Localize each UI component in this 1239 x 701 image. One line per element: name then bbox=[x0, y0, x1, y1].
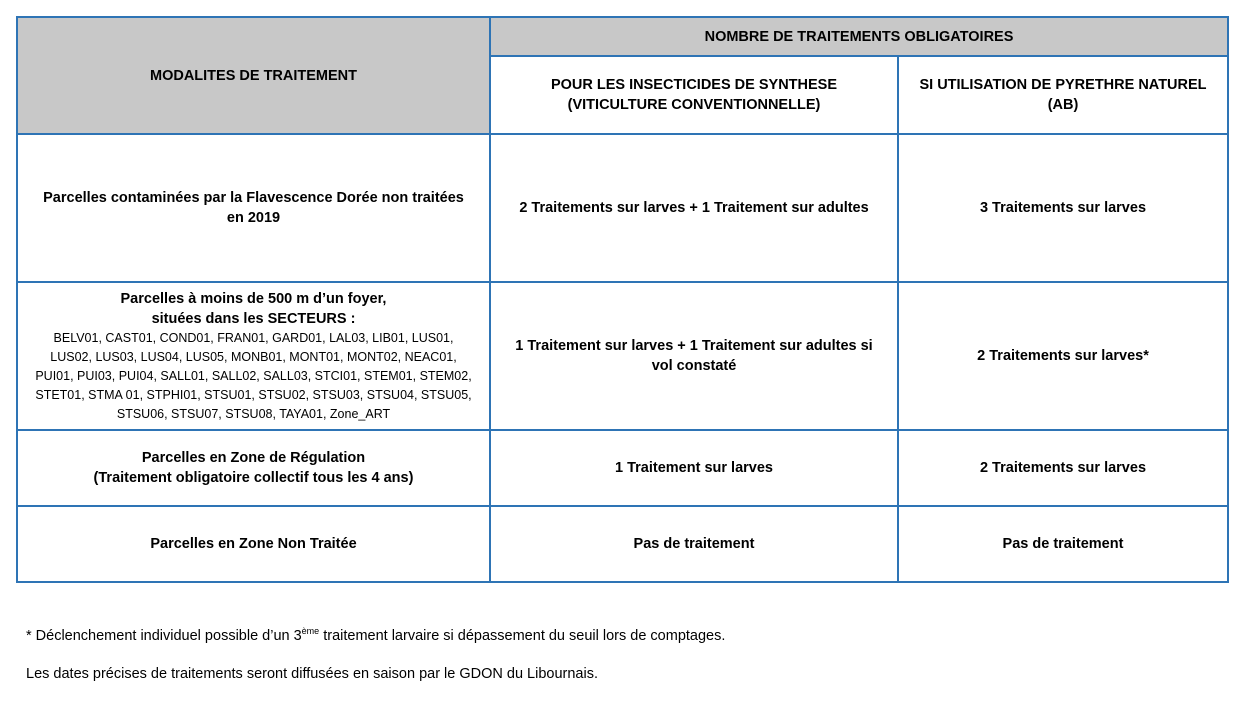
row-synthese: Pas de traitement bbox=[490, 506, 898, 582]
row-modalite bbox=[17, 430, 490, 506]
dates-note: Les dates précises de traitements seront diffusées en saison par le GDON du Libournais. bbox=[26, 665, 598, 682]
header-synthese-line1: POUR LES INSECTICIDES DE SYNTHESE bbox=[550, 77, 838, 93]
footnote bbox=[26, 620, 725, 647]
row-synthese: 1 Traitement sur larves + 1 Traitement sur adultes si vol constaté bbox=[490, 282, 898, 430]
notes bbox=[26, 620, 725, 701]
footnote-superscript: ème bbox=[301, 626, 320, 636]
row-pyrethre: 3 Traitements sur larves bbox=[898, 134, 1228, 282]
header-synthese bbox=[490, 56, 898, 134]
header-modalites: MODALITES DE TRAITEMENT bbox=[17, 17, 490, 134]
row-modalite bbox=[17, 282, 490, 430]
header-synthese-line2: (VITICULTURE CONVENTIONNELLE) bbox=[567, 97, 821, 113]
treatment-table bbox=[16, 16, 1229, 583]
table-row bbox=[17, 282, 1228, 430]
row-modalite: Parcelles en Zone Non Traitée bbox=[17, 506, 490, 582]
row-modalite-line2: situées dans les SECTEURS : bbox=[151, 310, 356, 327]
footnote-text: * Déclenchement individuel possible d’un 3 bbox=[26, 627, 302, 644]
row-synthese: 2 Traitements sur larves + 1 Traitement sur adultes bbox=[490, 134, 898, 282]
row-modalite-line1: Parcelles à moins de 500 m d’un foyer, bbox=[120, 290, 387, 307]
footnote-text-end: traitement larvaire si dépassement du seuil lors de comptages. bbox=[319, 627, 726, 644]
secteurs-list: BELV01, CAST01, COND01, FRAN01, GARD01, LAL03, LIB01, LUS01, LUS02, LUS03, LUS04, LUS05, MONB01, MONT01, MONT02, NEAC01, PUI01, PUI03, PUI04, SALL01, SALL02, SALL03, STCI01, STEM01, STEM02, STET01, STMA 01, STPHI01, STSU01, STSU02, STSU03, STSU04, STSU05, STSU06, STSU07, STSU08, TAYA01, Zone_ART bbox=[35, 330, 472, 421]
row-pyrethre: Pas de traitement bbox=[898, 506, 1228, 582]
row-modalite-line1: Parcelles en Zone de Régulation bbox=[141, 450, 366, 466]
table-row bbox=[17, 430, 1228, 506]
header-nombre-traitements: NOMBRE DE TRAITEMENTS OBLIGATOIRES bbox=[490, 17, 1228, 56]
table-row bbox=[17, 134, 1228, 282]
header-pyrethre: SI UTILISATION DE PYRETHRE NATUREL (AB) bbox=[898, 56, 1228, 134]
row-pyrethre: 2 Traitements sur larves* bbox=[898, 282, 1228, 430]
row-synthese: 1 Traitement sur larves bbox=[490, 430, 898, 506]
row-modalite-line2: (Traitement obligatoire collectif tous les 4 ans) bbox=[93, 470, 414, 486]
row-modalite: Parcelles contaminées par la Flavescence Dorée non traitées en 2019 bbox=[17, 134, 490, 282]
table-row bbox=[17, 506, 1228, 582]
row-pyrethre: 2 Traitements sur larves bbox=[898, 430, 1228, 506]
